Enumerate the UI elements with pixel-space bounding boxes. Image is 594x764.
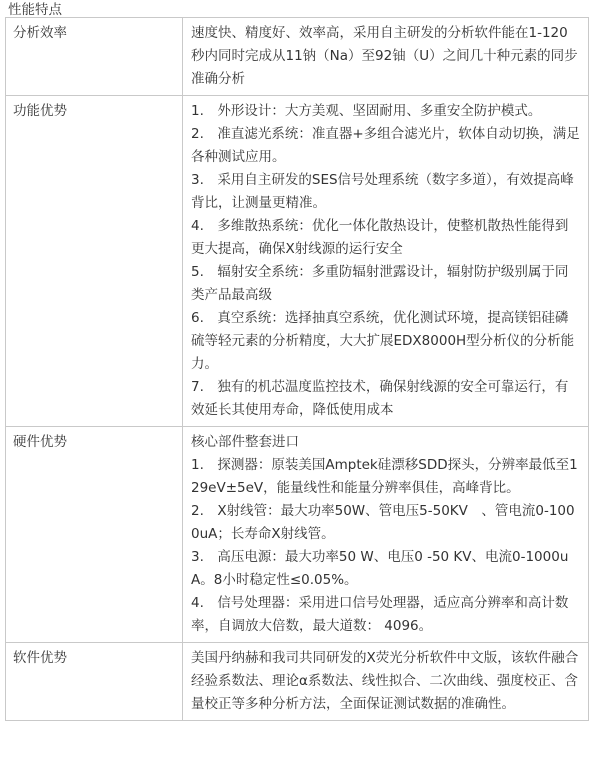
row-label-efficiency: 分析效率 (6, 18, 183, 96)
row-content-efficiency (183, 18, 589, 96)
list-item: 1. 探测器：原装美国Amptek硅漂移SDD探头，分辨率最低至129eV±5eV，能量线性和能量分辨率俱佳，高峰背比。 (191, 457, 578, 496)
row-label-software: 软件优势 (6, 643, 183, 721)
content-text: 速度快、精度好、效率高，采用自主研发的分析软件能在1-120秒内同时完成从11钠（Na）至92铀（U）之间几十种元素的同步准确分析 (191, 25, 578, 87)
row-content-function (183, 96, 589, 427)
list-item: 1. 外形设计：大方美观、坚固耐用、多重安全防护模式。 (191, 103, 542, 119)
row-content-hardware (183, 427, 589, 643)
table-row (6, 96, 589, 427)
content-intro: 核心部件整套进口 (191, 434, 299, 450)
list-item: 7. 独有的机芯温度监控技术，确保射线源的安全可靠运行，有效延长其使用寿命，降低使用成本 (191, 379, 569, 418)
list-item: 6. 真空系统：选择抽真空系统，优化测试环境，提高镁铝硅磷硫等轻元素的分析精度，大大扩展EDX8000H型分析仪的分析能力。 (191, 310, 575, 372)
table-row (6, 18, 589, 96)
table-row (6, 427, 589, 643)
list-item: 4. 信号处理器：采用进口信号处理器，适应高分辨率和高计数率，自调放大倍数，最大道数： 4096。 (191, 595, 569, 634)
list-item: 5. 辐射安全系统：多重防辐射泄露设计，辐射防护级别属于同类产品最高级 (191, 264, 569, 303)
row-content-software (183, 643, 589, 721)
table-row (6, 643, 589, 721)
list-item: 3. 高压电源：最大功率50 W、电压0 -50 KV、电流0-1000uA。8小时稳定性≤0.05%。 (191, 549, 569, 588)
section-caption: 性能特点 (8, 2, 62, 18)
list-item: 3. 采用自主研发的SES信号处理系统（数字多道），有效提高峰背比，让测量更精准。 (191, 172, 574, 211)
list-item: 2. 准直滤光系统：准直器+多组合滤光片，软体自动切换，满足各种测试应用。 (191, 126, 580, 165)
list-item: 4. 多维散热系统：优化一体化散热设计，使整机散热性能得到更大提高，确保X射线源的运行安全 (191, 218, 569, 257)
row-label-function: 功能优势 (6, 96, 183, 427)
list-item: 2. X射线管：最大功率50W、管电压5-50KV 、管电流0-1000uA；长寿命X射线管。 (191, 503, 575, 542)
content-text: 美国丹纳赫和我司共同研发的X荧光分析软件中文版，该软件融合经验系数法、理论α系数法、线性拟合、二次曲线、强度校正、含量校正等多种分析方法，全面保证测试数据的准确性。 (191, 650, 579, 712)
features-table (5, 17, 589, 721)
row-label-hardware: 硬件优势 (6, 427, 183, 643)
